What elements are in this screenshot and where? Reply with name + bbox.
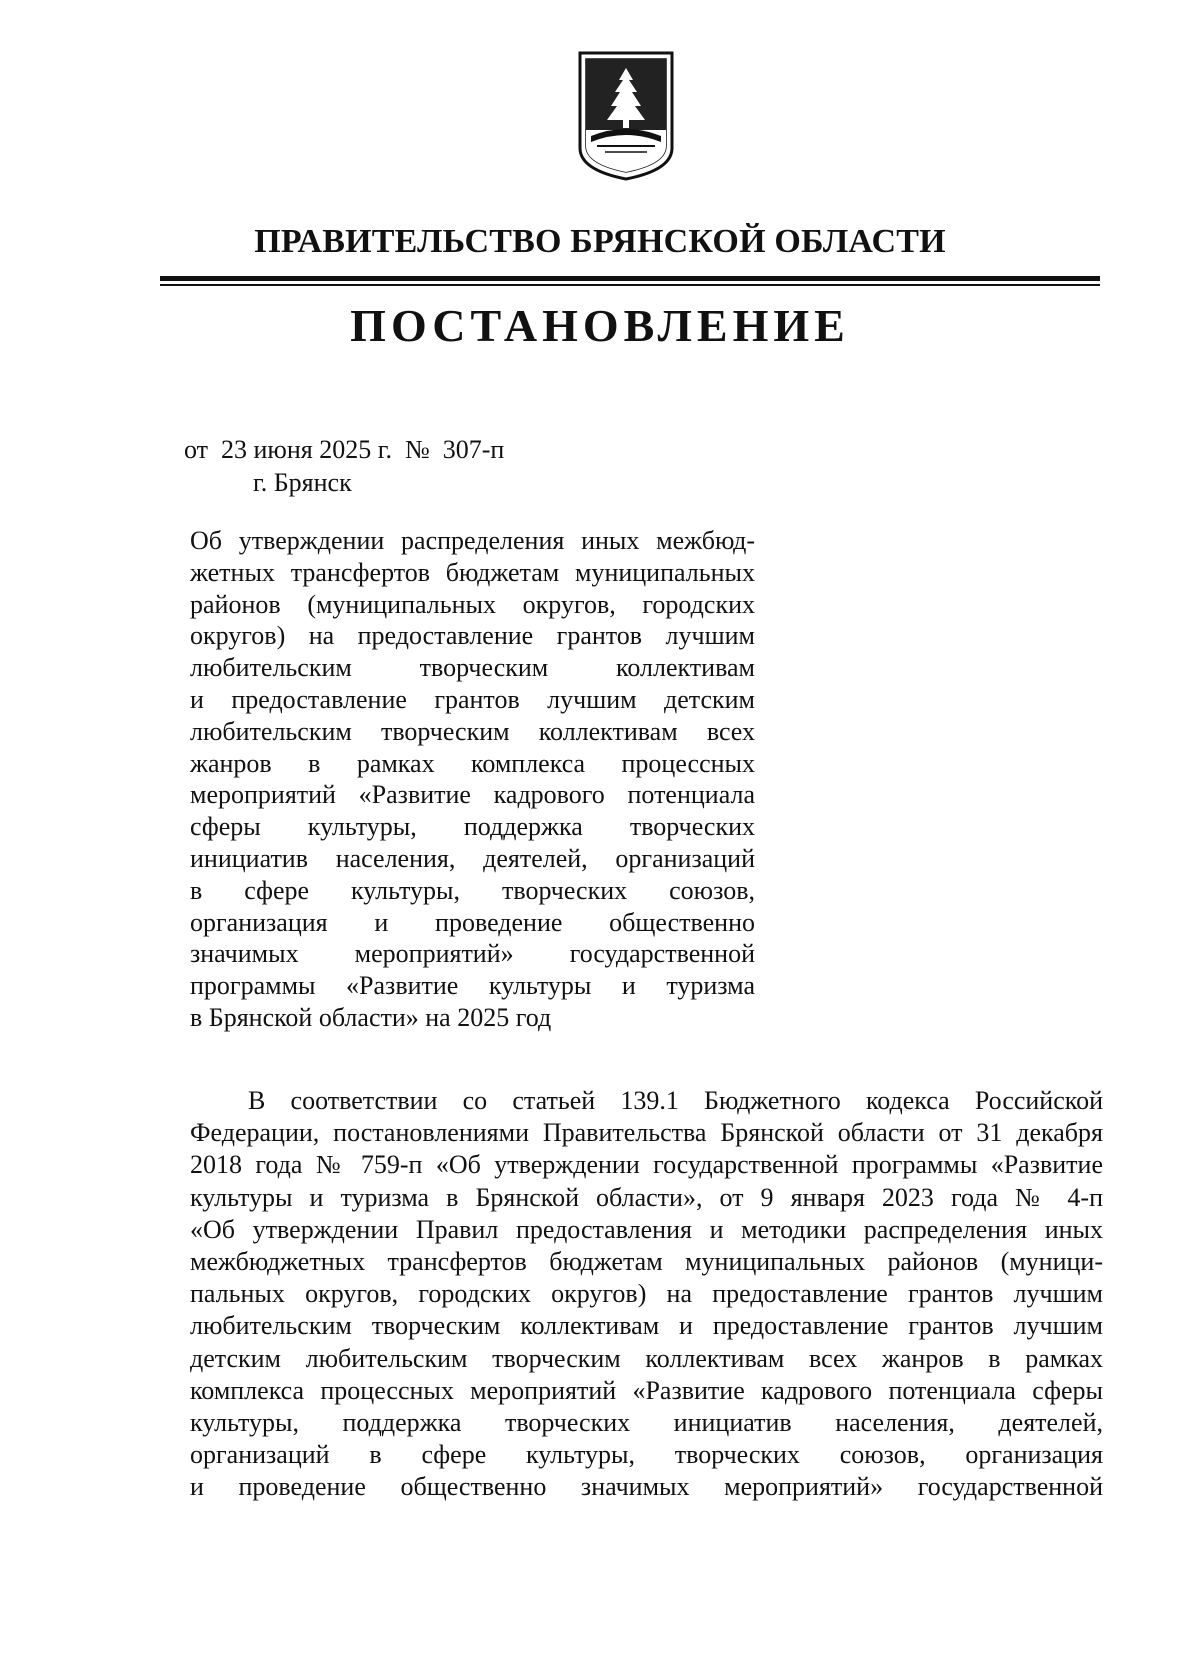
body-line: Федерации, постановлениями Правительства Брянской области от 31 декабря bbox=[190, 1118, 1103, 1148]
subject-line: районов (муниципальных округов, городских bbox=[190, 589, 755, 619]
subject-line: округов) на предоставление грантов лучшим bbox=[190, 621, 755, 651]
body-paragraph bbox=[190, 1085, 1103, 1503]
body-line: межбюджетных трансфертов бюджетам муниципальных районов (муници- bbox=[190, 1246, 1103, 1276]
subject-line: любительским творческим коллективам bbox=[190, 653, 755, 683]
body-line: организаций в сфере культуры, творческих союзов, организация bbox=[190, 1440, 1103, 1470]
header-rule-thin bbox=[160, 284, 1100, 286]
body-line: «Об утверждении Правил предоставления и методики распределения иных bbox=[190, 1214, 1103, 1244]
body-line: 2018 года № 759-п «Об утверждении государственной программы «Развитие bbox=[190, 1150, 1103, 1180]
subject-line: значимых мероприятий» государственной bbox=[190, 939, 755, 969]
organization-title: ПРАВИТЕЛЬСТВО БРЯНСКОЙ ОБЛАСТИ bbox=[254, 223, 946, 260]
body-line: и проведение общественно значимых мероприятий» государственной bbox=[190, 1472, 1103, 1502]
subject-line: в сфере культуры, творческих союзов, bbox=[190, 875, 755, 905]
body-line: культуры, поддержка творческих инициатив населения, деятелей, bbox=[190, 1407, 1103, 1437]
body-line: комплекса процессных мероприятий «Развитие кадрового потенциала сферы bbox=[190, 1375, 1103, 1405]
body-line: В соответствии со статьей 139.1 Бюджетного кодекса Российской bbox=[248, 1086, 1103, 1115]
header-rule-thick bbox=[160, 276, 1100, 281]
subject-line: любительским творческим коллективам всех bbox=[190, 716, 755, 746]
body-line: пальных округов, городских округов) на предоставление грантов лучшим bbox=[190, 1279, 1103, 1309]
document-type: ПОСТАНОВЛЕНИЕ bbox=[350, 300, 850, 351]
body-line: любительским творческим коллективам и предоставление грантов лучшим bbox=[190, 1311, 1103, 1341]
body-line: культуры и туризма в Брянской области», от 9 января 2023 года № 4-п bbox=[190, 1182, 1103, 1212]
subject-line: и предоставление грантов лучшим детским bbox=[190, 684, 755, 714]
date-number-line: от 23 июня 2025 г. № 307-п bbox=[184, 435, 505, 464]
subject-block bbox=[190, 525, 755, 1034]
coat-of-arms-icon bbox=[577, 50, 675, 182]
subject-line: сферы культуры, поддержка творческих bbox=[190, 812, 755, 842]
subject-line: программы «Развитие культуры и туризма bbox=[190, 971, 755, 1001]
subject-line: жетных трансфертов бюджетам муниципальных bbox=[190, 557, 755, 587]
subject-line: мероприятий «Развитие кадрового потенциала bbox=[190, 780, 755, 810]
subject-line: жанров в рамках комплекса процессных bbox=[190, 748, 755, 778]
city: г. Брянск bbox=[253, 468, 352, 497]
subject-line: Об утверждении распределения иных межбюд- bbox=[190, 526, 755, 555]
subject-line: в Брянской области» на 2025 год bbox=[190, 1002, 552, 1032]
subject-line: инициатив населения, деятелей, организаций bbox=[190, 843, 755, 873]
body-line: детским любительским творческим коллективам всех жанров в рамках bbox=[190, 1343, 1103, 1373]
subject-line: организация и проведение общественно bbox=[190, 907, 755, 937]
